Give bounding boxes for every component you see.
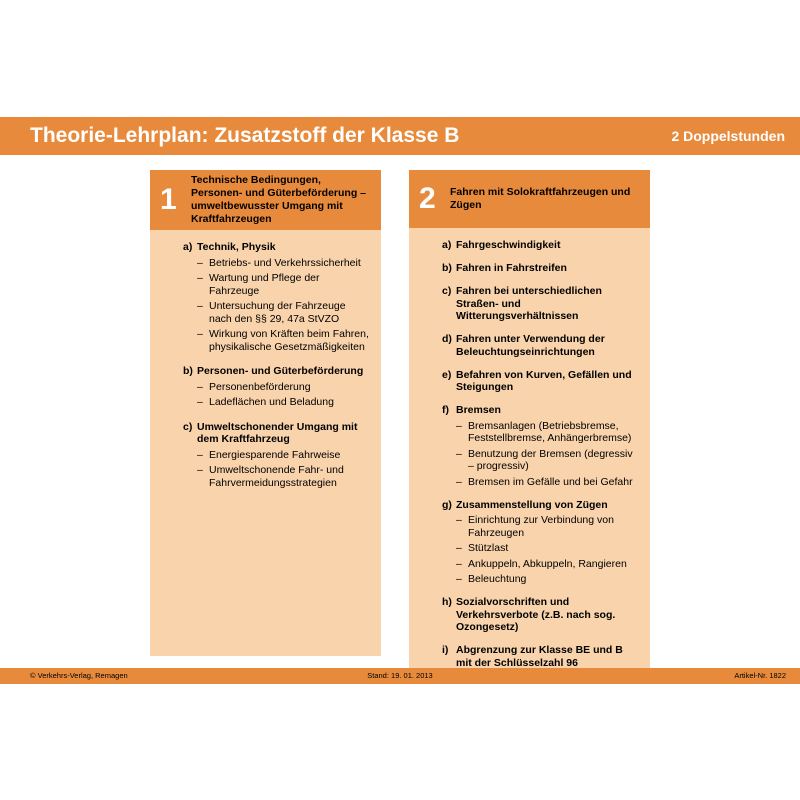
section-item: – Umweltschonende Fahr- und Fahrvermeidungsstrategien xyxy=(197,464,371,489)
column-1-number: 1 xyxy=(160,183,177,216)
section-heading-row xyxy=(442,285,640,323)
section-heading-row xyxy=(442,499,640,512)
section-item: – Bremsen im Gefälle und bei Gefahr xyxy=(456,476,640,489)
section-item: – Einrichtung zur Verbindung von Fahrzeugen xyxy=(456,514,640,539)
section-letter: g) xyxy=(442,498,452,511)
section-item: – Ankuppeln, Abkuppeln, Rangieren xyxy=(456,558,640,571)
section-letter: a) xyxy=(183,241,193,253)
section-heading-row xyxy=(442,262,640,275)
section-item: – Untersuchung der Fahrzeuge nach den §§ 29, 47a StVZO xyxy=(197,300,371,325)
curriculum-section xyxy=(183,365,371,409)
curriculum-section xyxy=(442,644,640,669)
section-heading-row xyxy=(183,241,371,254)
section-item-list xyxy=(456,420,640,489)
section-heading-row xyxy=(442,596,640,634)
curriculum-section xyxy=(442,262,640,275)
section-heading: Sozialvorschriften und Verkehrsverbote (z.B. nach sog. Ozongesetz) xyxy=(456,596,616,633)
section-heading-row xyxy=(183,365,371,378)
section-heading-row xyxy=(442,333,640,358)
section-heading-row xyxy=(442,369,640,394)
section-heading: Abgrenzung zur Klasse BE und B mit der Schlüsselzahl 96 xyxy=(456,644,623,669)
footer-article-number: Artikel-Nr. 1822 xyxy=(734,671,786,680)
section-letter: b) xyxy=(442,262,452,274)
section-item: – Wirkung von Kräften beim Fahren, physikalische Gesetzmäßigkeiten xyxy=(197,328,371,353)
footer-date: Stand: 19. 01. 2013 xyxy=(367,671,433,680)
section-letter: f) xyxy=(442,404,449,416)
section-item-list xyxy=(197,449,371,490)
header-bar xyxy=(0,117,800,155)
curriculum-section xyxy=(442,499,640,586)
section-item: – Beleuchtung xyxy=(456,573,640,586)
footer-copyright: © Verkehrs-Verlag, Remagen xyxy=(30,671,128,680)
section-heading: Fahren in Fahrstreifen xyxy=(456,262,567,274)
section-item-list xyxy=(197,257,371,354)
column-2 xyxy=(409,170,650,669)
column-1-header xyxy=(150,170,381,230)
header-hours-label: 2 Doppelstunden xyxy=(671,128,785,144)
curriculum-section xyxy=(183,421,371,490)
curriculum-section xyxy=(442,369,640,394)
column-2-header xyxy=(409,170,650,228)
section-heading: Zusammenstellung von Zügen xyxy=(456,498,608,511)
section-item-list xyxy=(456,514,640,586)
section-heading: Befahren von Kurven, Gefällen und Steigungen xyxy=(456,368,632,393)
section-heading: Technik, Physik xyxy=(197,241,276,253)
section-letter: b) xyxy=(183,365,193,377)
section-heading-row xyxy=(442,644,640,669)
column-2-number: 2 xyxy=(419,182,436,215)
section-letter: a) xyxy=(442,239,452,251)
section-heading: Personen- und Güterbeförderung xyxy=(197,365,364,377)
column-1-body xyxy=(150,230,381,656)
section-heading: Fahren unter Verwendung der Beleuchtungseinrichtungen xyxy=(456,333,605,358)
section-heading: Fahrgeschwindigkeit xyxy=(456,239,561,251)
curriculum-section xyxy=(442,596,640,634)
page-title: Theorie-Lehrplan: Zusatzstoff der Klasse B xyxy=(30,124,460,147)
section-heading-row xyxy=(442,239,640,252)
columns-container xyxy=(150,170,650,669)
section-item: – Stützlast xyxy=(456,542,640,555)
curriculum-section xyxy=(183,241,371,353)
section-heading: Bremsen xyxy=(456,404,501,416)
section-item: – Wartung und Pflege der Fahrzeuge xyxy=(197,272,371,297)
section-item: – Bremsanlagen (Betriebsbremse, Feststellbremse, Anhängerbremse) xyxy=(456,420,640,445)
section-heading-row xyxy=(442,404,640,417)
curriculum-section xyxy=(442,404,640,488)
section-letter: d) xyxy=(442,333,452,345)
section-heading: Umweltschonender Umgang mit dem Kraftfahrzeug xyxy=(197,420,358,445)
section-heading: Fahren bei unterschiedlichen Straßen- und Witterungsverhältnissen xyxy=(456,285,602,322)
section-item: – Energiesparende Fahrweise xyxy=(197,449,371,462)
section-item-list xyxy=(197,381,371,409)
curriculum-section xyxy=(442,333,640,358)
curriculum-section xyxy=(442,285,640,323)
column-1-title: Technische Bedingungen, Personen- und Güterbeförderung – umweltbewusster Umgang mit Kraftfahrzeugen xyxy=(191,174,367,225)
section-letter: h) xyxy=(442,596,452,608)
curriculum-section xyxy=(442,239,640,252)
section-item: – Ladeflächen und Beladung xyxy=(197,396,371,409)
section-item: – Benutzung der Bremsen (degressiv – progressiv) xyxy=(456,448,640,473)
column-2-title: Fahren mit Solokraftfahrzeugen und Zügen xyxy=(450,186,631,211)
section-letter: c) xyxy=(183,420,193,433)
section-heading-row xyxy=(183,421,371,446)
footer-bar xyxy=(0,668,800,684)
column-2-body xyxy=(409,228,650,680)
section-item: – Personenbeförderung xyxy=(197,381,371,394)
section-letter: c) xyxy=(442,285,452,297)
section-letter: i) xyxy=(442,644,449,656)
column-1 xyxy=(150,170,381,656)
section-item: – Betriebs- und Verkehrssicherheit xyxy=(197,257,371,270)
section-letter: e) xyxy=(442,368,452,381)
